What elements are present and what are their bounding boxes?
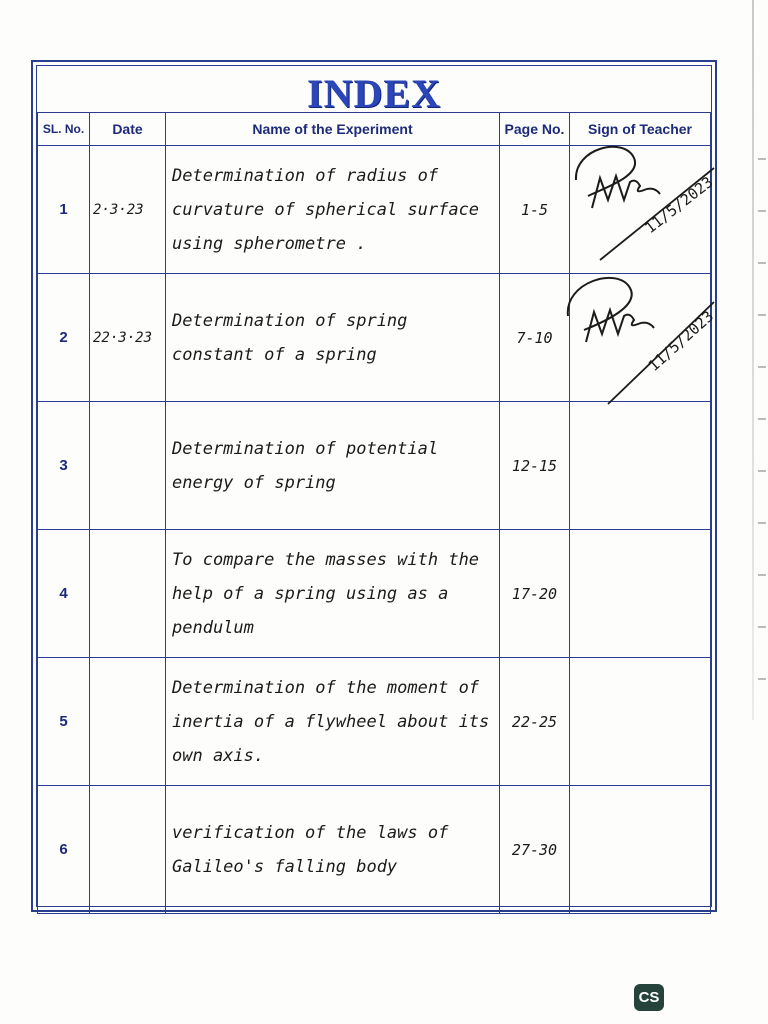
page-edge	[752, 0, 754, 720]
table-row	[38, 786, 711, 914]
experiment-date	[90, 402, 166, 530]
table-header-row	[38, 113, 711, 146]
signature-date: 11/5/2023	[644, 307, 718, 375]
index-table	[37, 112, 718, 914]
experiment-date	[90, 658, 166, 786]
page-range: 1-5	[500, 146, 570, 274]
column-header-experiment-name: Name of the Experiment	[166, 113, 500, 146]
sl-number: 2	[38, 274, 90, 402]
experiment-date	[90, 530, 166, 658]
camscanner-logo: CS	[634, 984, 664, 1011]
page-edge-binding	[758, 120, 766, 720]
page-range: 27-30	[500, 786, 570, 914]
index-frame	[36, 65, 718, 907]
experiment-date: 22·3·23	[90, 274, 166, 402]
experiment-name: Determination of the moment of inertia of a flywheel about its own axis.	[166, 658, 500, 786]
sl-number: 5	[38, 658, 90, 786]
table-row	[38, 274, 711, 402]
index-sheet	[31, 60, 717, 912]
teacher-signature	[564, 138, 724, 268]
page-range: 12-15	[500, 402, 570, 530]
sl-number: 3	[38, 402, 90, 530]
column-header-sl-no: SL. No.	[38, 113, 90, 146]
column-header-page-no: Page No.	[500, 113, 570, 146]
experiment-name: To compare the masses with the help of a spring using as a pendulum	[166, 530, 500, 658]
experiment-name: Determination of radius of curvature of spherical surface using spherometre .	[166, 146, 500, 274]
teacher-signature-cell	[570, 530, 711, 658]
table-row	[38, 146, 711, 274]
page-range: 17-20	[500, 530, 570, 658]
table-row	[38, 658, 711, 786]
teacher-signature	[564, 266, 724, 396]
signature-date: 11/5/2023	[641, 172, 717, 238]
experiment-date	[90, 786, 166, 914]
page-range: 22-25	[500, 658, 570, 786]
teacher-signature-cell	[570, 402, 711, 530]
experiment-name: verification of the laws of Galileo's falling body	[166, 786, 500, 914]
sl-number: 4	[38, 530, 90, 658]
page-range: 7-10	[500, 274, 570, 402]
experiment-date: 2·3·23	[90, 146, 166, 274]
column-header-date: Date	[90, 113, 166, 146]
teacher-signature-cell	[570, 146, 717, 274]
teacher-signature-cell	[570, 658, 711, 786]
sl-number: 1	[38, 146, 90, 274]
sl-number: 6	[38, 786, 90, 914]
teacher-signature-cell	[570, 786, 711, 914]
experiment-name: Determination of spring constant of a spring	[166, 274, 500, 402]
teacher-signature-cell	[570, 274, 718, 402]
table-row	[38, 402, 711, 530]
table-row	[38, 530, 711, 658]
experiment-name: Determination of potential energy of spring	[166, 402, 500, 530]
column-header-teacher-sign: Sign of Teacher	[570, 113, 711, 146]
page-title: INDEX	[307, 71, 441, 116]
